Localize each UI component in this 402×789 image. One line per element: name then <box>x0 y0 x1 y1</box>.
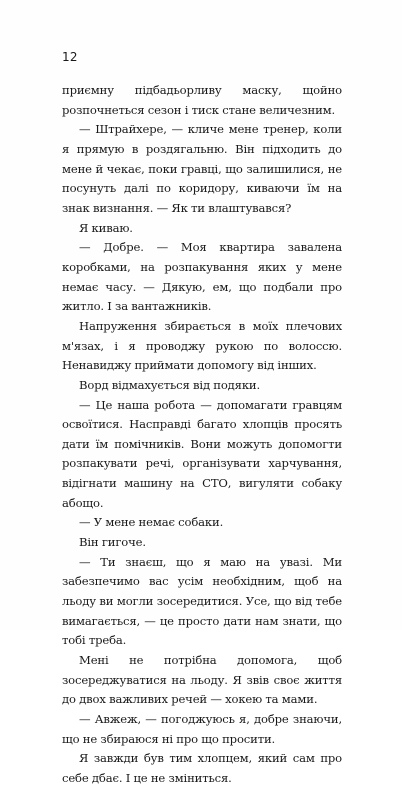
paragraph: Я завжди був тим хлопцем, який сам про себе дбає. І це не зміниться. <box>62 751 342 785</box>
page-body-text <box>62 81 342 789</box>
paragraph: Ворд відмахується від подяки. <box>79 377 261 392</box>
paragraph: — Авжеж, — погоджуюсь я, добре знаючи, що не збираюся ні про що просити. <box>62 712 342 746</box>
paragraph: — Ти знаєш, що я маю на увазі. Ми забезпечимо вас усім необхідним, щоб на льоду ви могли зосередитися. Усе, що від тебе вимагається, — це просто дати нам знати, що тобі треба. <box>62 554 342 648</box>
paragraph: Він гигоче. <box>79 535 146 550</box>
paragraph: Напруження збирається в моїх плечових м'язах, і я проводжу рукою по волоссю. Ненавиджу приймати допомогу від інших. <box>62 318 342 373</box>
paragraph: — Штрайхере, — кличе мене тренер, коли я прямую в роздягальню. Він підходить до мене й чекає, поки гравці, що залишилися, не посунуть далі по коридору, киваючи їм на знак визнання. — Як ти влаштувався? <box>62 122 342 215</box>
paragraph: — Це наша робота — допомагати гравцям освоїтися. Насправді багато хлопців просять дати їм помічників. Вони можуть допомогти розпакувати речі, організувати харчування, відігнати машину на СТО, вигуляти собаку абощо. <box>62 397 342 510</box>
paragraph: приємну підбадьорливу маску, щойно розпочнеться сезон і тиск стане величезним. <box>62 83 342 117</box>
paragraph: — Добре. — Моя квартира завалена коробками, на розпакування яких у мене немає часу. — Дякую, ем, що подбали про житло. І за вантажників. <box>62 240 342 314</box>
paragraph: Мені не потрібна допомога, щоб зосереджуватися на льоду. Я звів своє життя до двох важливих речей — хокею та мами. <box>62 653 342 707</box>
page-number: 12 <box>62 50 78 64</box>
paragraph: — У мене немає собаки. <box>79 515 224 530</box>
paragraph: Я киваю. <box>79 220 133 235</box>
